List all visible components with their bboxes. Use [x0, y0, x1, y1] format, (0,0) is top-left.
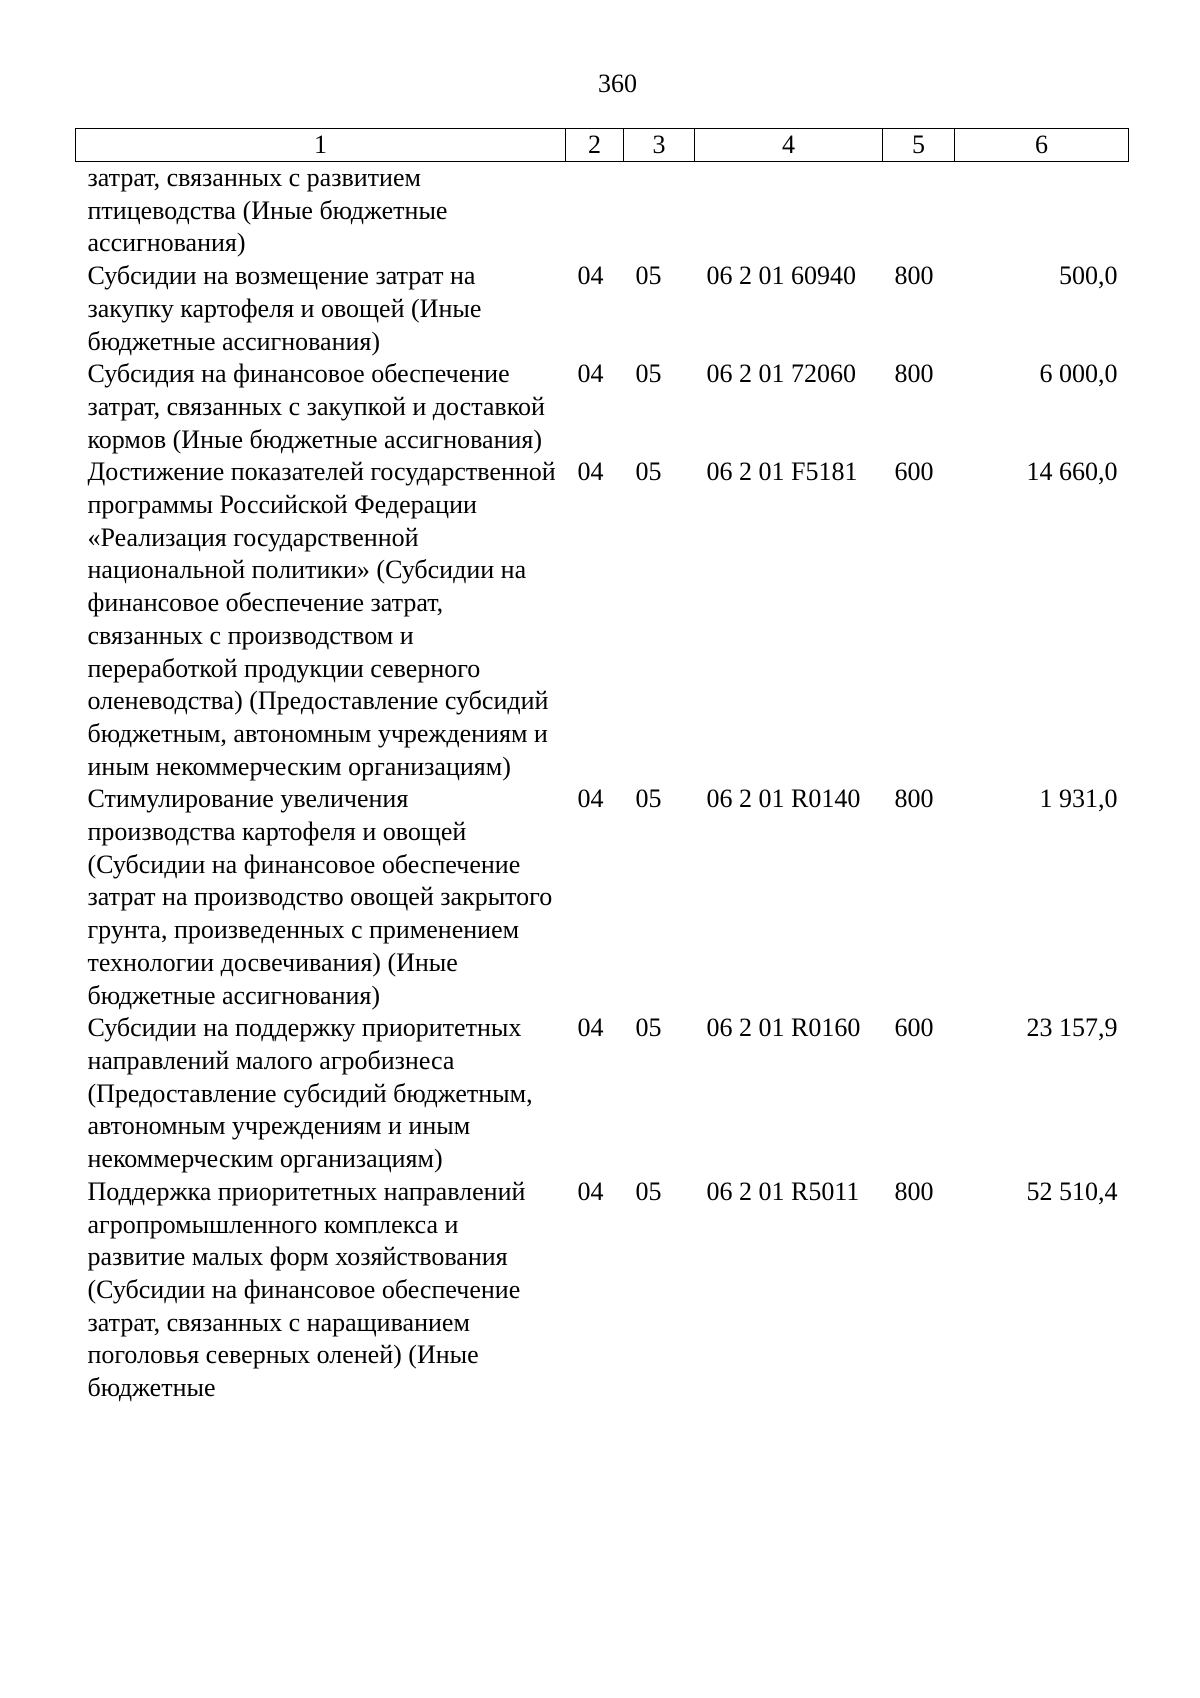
expense-type-code	[883, 162, 955, 261]
section-code	[566, 162, 624, 261]
amount	[955, 162, 1129, 261]
expense-type-code: 800	[894, 1176, 934, 1206]
expense-type-code: 800	[894, 359, 934, 389]
item-name: Достижение показателей государственной программы Российской Федерации «Реализация государственной национальной политики» (Субсидии на финансовое обеспечение затрат, связанных с производством и переработкой продукции северного оленеводства) (Предоставление субсидий бюджетным, автономным учреждениям и иным некоммерческим организациям)	[87, 457, 556, 781]
column-header-4: 4	[695, 129, 883, 162]
header-row	[76, 129, 1129, 162]
table-row	[76, 456, 1129, 783]
expense-type-code: 600	[894, 1013, 934, 1043]
subsection-code	[624, 162, 695, 261]
item-name: затрат, связанных с развитием птицеводства (Иные бюджетные ассигнования)	[87, 163, 448, 258]
page-number: 360	[598, 69, 637, 98]
item-name: Поддержка приоритетных направлений агропромышленного комплекса и развитие малых форм хозяйствования (Субсидии на финансовое обеспечение затрат, связанных с наращиванием поголовья северных оленей) (Иные бюджетные	[87, 1176, 526, 1403]
target-article-code	[695, 162, 883, 261]
expense-type-code: 600	[894, 457, 934, 487]
amount: 500,0	[1059, 261, 1118, 291]
column-header-6: 6	[955, 129, 1129, 162]
section-code: 04	[577, 261, 604, 291]
section-code: 04	[577, 1176, 604, 1206]
target-article-code: 06 2 01 F5181	[706, 457, 858, 487]
section-code: 04	[577, 359, 604, 389]
table-row	[76, 1176, 1129, 1405]
table-row	[76, 260, 1129, 358]
item-name: Субсидия на финансовое обеспечение затрат, связанных с закупкой и доставкой кормов (Иные бюджетные ассигнования)	[87, 359, 545, 454]
section-code: 04	[577, 1013, 604, 1043]
subsection-code: 05	[635, 359, 662, 389]
expense-type-code: 800	[894, 261, 934, 291]
item-name: Субсидии на поддержку приоритетных направлений малого агробизнеса (Предоставление субсидий бюджетным, автономным учреждениям и иным некоммерческим организациям)	[87, 1013, 533, 1174]
column-header-5: 5	[883, 129, 955, 162]
column-header-1: 1	[76, 129, 566, 162]
target-article-code: 06 2 01 72060	[706, 359, 856, 389]
item-name: Субсидии на возмещение затрат на закупку картофеля и овощей (Иные бюджетные ассигнования)	[87, 261, 482, 356]
table-header	[76, 129, 1129, 162]
subsection-code: 05	[635, 457, 662, 487]
amount: 1 931,0	[1039, 784, 1118, 814]
item-name: Стимулирование увеличения производства картофеля и овощей (Субсидии на финансовое обеспечение затрат на производство овощей закрытого грунта, произведенных с применением технологии досвечивания) (Иные бюджетные ассигнования)	[87, 784, 553, 1010]
table-row	[76, 162, 1129, 261]
section-code: 04	[577, 457, 604, 487]
column-header-3: 3	[624, 129, 695, 162]
target-article-code: 06 2 01 R0140	[706, 784, 861, 814]
subsection-code: 05	[635, 784, 662, 814]
target-article-code: 06 2 01 R5011	[706, 1176, 860, 1206]
target-article-code: 06 2 01 60940	[706, 261, 856, 291]
subsection-code: 05	[635, 1176, 662, 1206]
amount: 52 510,4	[1026, 1176, 1118, 1206]
section-code: 04	[577, 784, 604, 814]
column-header-2: 2	[566, 129, 624, 162]
table-row	[76, 783, 1129, 1012]
amount: 23 157,9	[1026, 1013, 1118, 1043]
expense-type-code: 800	[894, 784, 934, 814]
table-row	[76, 1012, 1129, 1176]
target-article-code: 06 2 01 R0160	[706, 1013, 861, 1043]
subsection-code: 05	[635, 1013, 662, 1043]
table-row	[76, 358, 1129, 456]
amount: 14 660,0	[1026, 457, 1118, 487]
subsection-code: 05	[635, 261, 662, 291]
budget-table	[75, 128, 1129, 1405]
amount: 6 000,0	[1039, 359, 1118, 389]
table-body	[76, 162, 1129, 1405]
